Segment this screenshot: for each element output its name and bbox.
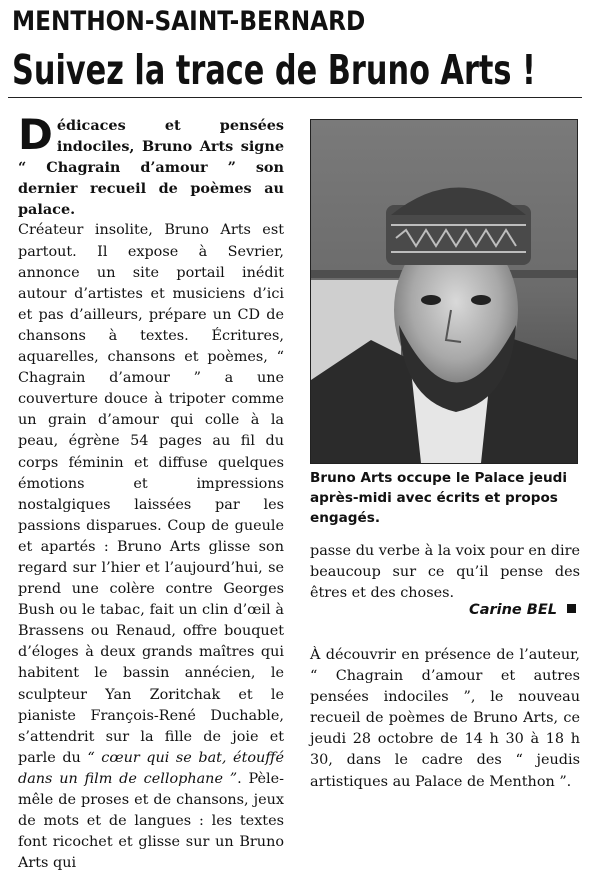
body-text-2: . Pèle-mêle de proses et de chansons, jeux de mots et de langues : les textes font ricochet et glisse sur un Bruno Arts qui xyxy=(18,770,284,872)
body-text-1: Créateur insolite, Bruno Arts est partout. Il expose à Sevrier, annonce un site portail inédit autour d’artistes et musiciens d’ici et pas d’ailleurs, prépare un CD de chansons à textes. Écritures, aquarelles, chansons et poèmes, “ Chagrain d’amour ” a une couverture douce à tripoter comme un grain d’amour qui colle à la peau, égrène 54 pages au fil du corps féminin et diffuse quelques émotions et impressions nostalgiques laissées par les passions disparues. Coup de gueule et apartés : Bruno Arts glisse son regard sur l’hier et l’aujourd’hui, se prend une colère contre Georges Bush ou le tabac, fait un clin d’œil à Brassens ou Renaud, offre bouquet d’éloges à deux grands maîtres qui habitent le bassin annécien, le sculpteur Yan Zoritchak et le pianiste François-René Duchable, s’attendrit sur la fille de joie et parle du xyxy=(18,222,284,766)
article-body xyxy=(18,220,284,874)
body-paragraph xyxy=(18,220,284,874)
kicker: MENTHON-SAINT-BERNARD xyxy=(12,6,366,37)
right-column-continuation: passe du verbe à la voix pour en dire beaucoup sur ce qu’il pense des êtres et des choses. xyxy=(310,543,580,602)
event-info: À découvrir en présence de l’auteur, “ Chagrain d’amour et autres pensées indociles ”, le nouveau recueil de poèmes de Bruno Arts, ce jeudi 28 octobre de 14 h 30 à 18 h 30, dans le cadre des “ jeudis artistiques au Palace de Menthon ”. xyxy=(310,647,580,790)
dropcap: D xyxy=(18,110,53,159)
lead-paragraph xyxy=(18,110,284,220)
byline xyxy=(310,602,576,618)
end-mark xyxy=(567,604,576,613)
headline: Suivez la trace de Bruno Arts ! xyxy=(12,46,536,94)
portrait-photo xyxy=(310,119,578,464)
left-column xyxy=(18,110,284,874)
body-quote: “ cœur qui se bat, étouffé dans un film de cellophane ” xyxy=(18,749,284,787)
author-name: Carine BEL xyxy=(469,602,557,618)
header-rule xyxy=(8,97,582,98)
photo-caption: Bruno Arts occupe le Palace jeudi après-midi avec écrits et propos engagés. xyxy=(310,470,568,526)
lead-text: édicaces et pensées indociles, Bruno Arts signe “ Chagrain d’amour ” son dernier recueil de poèmes au palace. xyxy=(18,117,284,219)
